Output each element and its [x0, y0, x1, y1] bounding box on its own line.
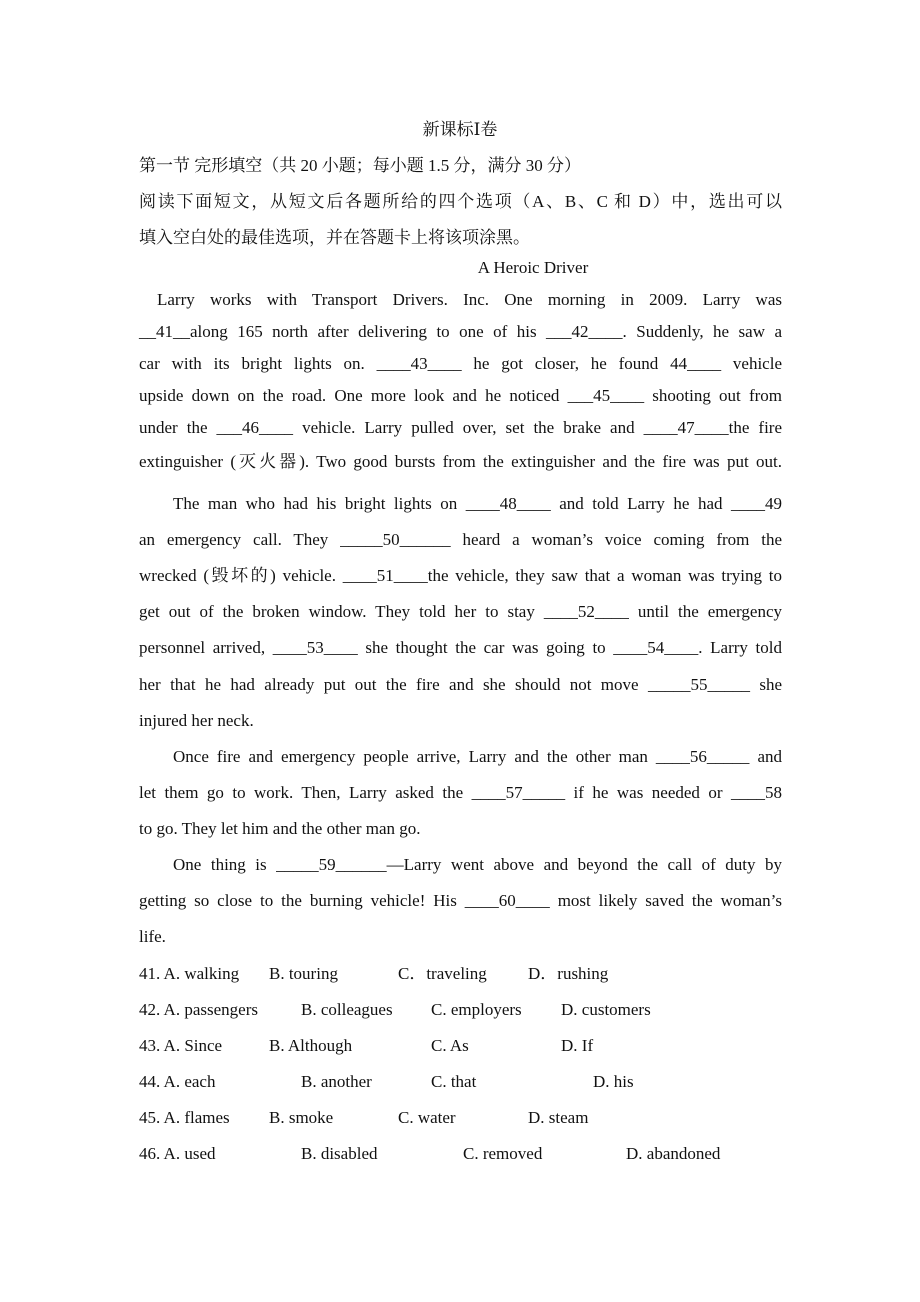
option-42-a: 42. A. passengers	[139, 1000, 258, 1019]
option-43-d: D. If	[561, 1036, 594, 1055]
option-45-a: 45. A. flames	[139, 1108, 230, 1127]
passage-line: __41__along 165 north after delivering to one of his ___42____. Suddenly, he saw a	[139, 322, 782, 341]
passage-line: car with its bright lights on. ____43____ he got closer, he found 44____ vehicle	[139, 354, 782, 373]
passage-line: let them go to work. Then, Larry asked the ____57_____ if he was needed or ____58	[139, 783, 782, 802]
option-41-d: D．rushing	[528, 964, 609, 983]
passage-line: an emergency call. They _____50______ heard a woman’s voice coming from the	[139, 530, 782, 549]
option-46-d: D. abandoned	[626, 1144, 721, 1163]
option-43-a: 43. A. Since	[139, 1036, 223, 1055]
passage-line: under the ___46____ vehicle. Larry pulled over, set the brake and ____47____the fire	[139, 418, 782, 437]
option-42-c: C. employers	[431, 1000, 522, 1019]
passage-line: life.	[139, 927, 166, 946]
passage-line: to go. They let him and the other man go.	[139, 819, 421, 838]
passage-line: getting so close to the burning vehicle! His ____60____ most likely saved the woman’s	[139, 891, 782, 910]
option-41-c: C．traveling	[398, 964, 487, 983]
paper-title: 新课标Ⅰ卷	[422, 120, 498, 139]
option-44-b: B. another	[301, 1072, 372, 1091]
option-42-d: D. customers	[561, 1000, 651, 1019]
passage-line: wrecked (毁坏的) vehicle. ____51____the vehicle, they saw that a woman was trying to	[139, 566, 782, 585]
option-44-d: D. his	[593, 1072, 634, 1091]
option-44-a: 44. A. each	[139, 1072, 216, 1091]
option-41-a: 41. A. walking	[139, 964, 240, 983]
option-45-c: C. water	[398, 1108, 456, 1127]
passage-line: injured her neck.	[139, 711, 254, 730]
option-45-b: B. smoke	[269, 1108, 334, 1127]
option-45-d: D. steam	[528, 1108, 589, 1127]
passage-line: One thing is _____59______—Larry went above and beyond the call of duty by	[173, 855, 782, 874]
passage-title: A Heroic Driver	[477, 258, 589, 277]
option-46-a: 46. A. used	[139, 1144, 216, 1163]
option-42-b: B. colleagues	[301, 1000, 393, 1019]
option-46-b: B. disabled	[301, 1144, 378, 1163]
passage-line: upside down on the road. One more look and he noticed ___45____ shooting out from	[139, 386, 782, 405]
instructions-line-1: 阅读下面短文，从短文后各题所给的四个选项（A、B、C 和 D）中，选出可以	[139, 192, 782, 211]
instructions-line-2: 填入空白处的最佳选项，并在答题卡上将该项涂黑。	[139, 228, 530, 247]
option-43-b: B. Although	[269, 1036, 353, 1055]
option-43-c: C. As	[431, 1036, 469, 1055]
passage-line: extinguisher (灭火器). Two good bursts from the extinguisher and the fire was put out.	[139, 452, 782, 471]
passage-line: The man who had his bright lights on ____48____ and told Larry he had ____49	[173, 494, 782, 513]
passage-line: her that he had already put out the fire and she should not move _____55_____ she	[139, 675, 782, 694]
option-46-c: C. removed	[463, 1144, 543, 1163]
passage-line: Larry works with Transport Drivers. Inc. One morning in 2009. Larry was	[157, 290, 782, 309]
passage-line: get out of the broken window. They told her to stay ____52____ until the emergency	[139, 602, 782, 621]
passage-line: personnel arrived, ____53____ she thought the car was going to ____54____. Larry told	[139, 638, 782, 657]
option-41-b: B. touring	[269, 964, 338, 983]
passage-line: Once fire and emergency people arrive, Larry and the other man ____56_____ and	[173, 747, 782, 766]
section-heading: 第一节 完形填空（共 20 小题；每小题 1.5 分，满分 30 分）	[139, 156, 581, 175]
option-44-c: C. that	[431, 1072, 477, 1091]
